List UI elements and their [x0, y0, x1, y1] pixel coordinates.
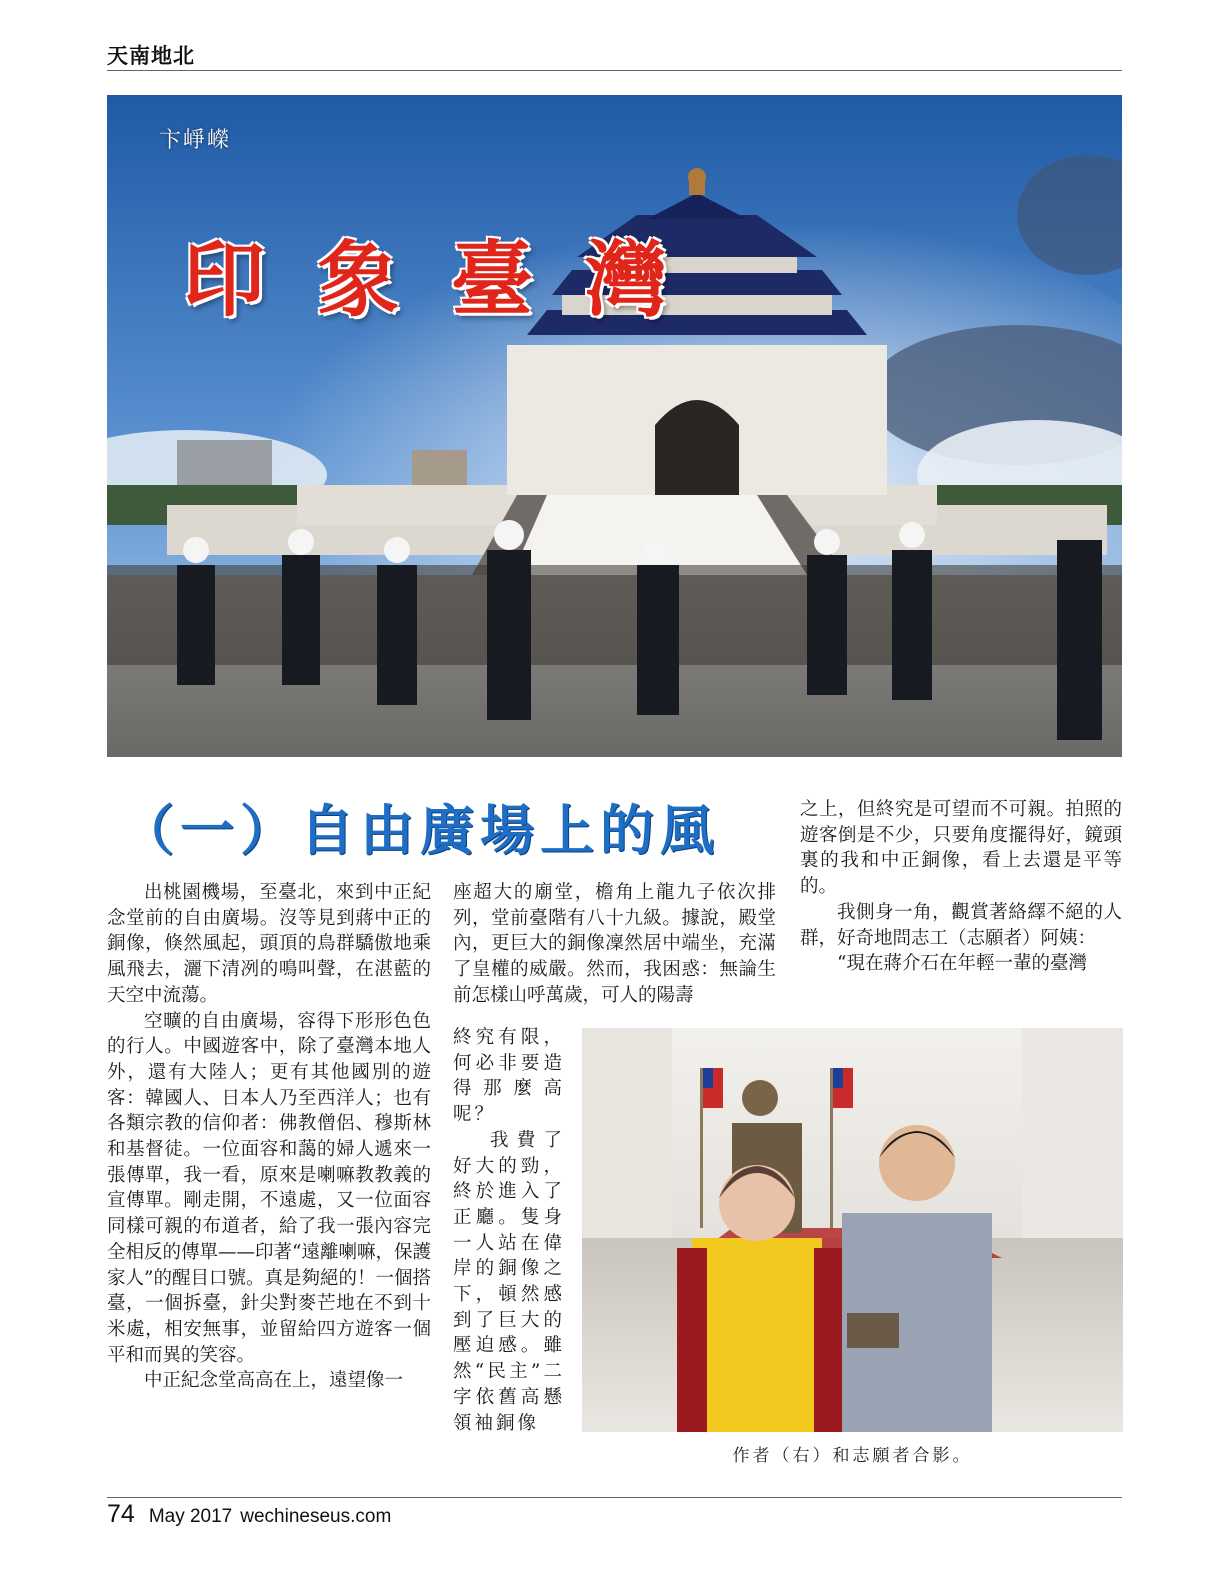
section-label: 天南地北 — [107, 44, 195, 68]
top-divider — [107, 70, 1122, 71]
hero-photo — [107, 95, 1122, 757]
paragraph: 空曠的自由廣場，容得下形形色色的行人。中國遊客中，除了臺灣本地人外，還有大陸人；更有其他國別的遊客：韓國人、日本人乃至西洋人；也有各類宗教的信仰者：佛教僧侶、穆斯林和基督徒。一位面容和藹的婦人遞來一張傳單，我一看，原來是喇嘛教教義的宣傳單。剛走開，不遠處，又一位面容同樣可親的布道者，給了我一張內容完全相反的傳單——印著“遠離喇嘛，保護家人”的醒目口號。真是夠絕的！一個搭臺，一個拆臺，針尖對麥芒地在不到十米處，相安無事，並留給四方遊客一個平和而異的笑容。 — [107, 1010, 431, 1366]
paragraph: 我費了好大的勁，終於進入了正廳。隻身一人站在偉岸的銅像之下，頓然感到了巨大的壓迫感。雖然“民主”二字依舊高懸領袖銅像 — [453, 1129, 565, 1434]
paragraph: 終究有限，何必非要造得那麼高呢？ — [453, 1027, 565, 1126]
photo-caption: 作者（右）和志願者合影。 — [732, 1446, 973, 1466]
article-column-1 — [107, 880, 431, 1394]
paragraph: 座超大的廟堂，檐角上龍九子依次排列，堂前臺階有八十九級。據說，殿堂內，更巨大的銅像凜然居中端坐，充滿了皇權的威嚴。然而，我困惑：無論生前怎樣山呼萬歲，可人的陽壽 — [453, 882, 776, 1006]
page-footer — [107, 1500, 391, 1529]
paragraph: 我側身一角，觀賞著絡繹不絕的人群，好奇地問志工（志願者）阿姨： — [800, 901, 1122, 949]
inset-photo-illustration — [582, 1028, 1123, 1432]
paragraph: 中正紀念堂高高在上，遠望像一 — [144, 1370, 404, 1392]
paragraph: 出桃園機場，至臺北，來到中正紀念堂前的自由廣場。沒等見到蔣中正的銅像，倏然風起，頭頂的鳥群驕傲地乘風飛去，灑下清冽的鳴叫聲，在湛藍的天空中流蕩。 — [107, 882, 431, 1006]
hero-title: 印象臺灣 — [183, 233, 720, 328]
author-name: 卞崢嶸 — [159, 128, 232, 153]
page-number: 74 — [107, 1500, 135, 1528]
website-link[interactable]: wechineseus.com — [240, 1506, 392, 1527]
issue-date: May 2017 — [148, 1506, 233, 1527]
bottom-divider — [107, 1497, 1122, 1498]
paragraph: 之上，但終究是可望而不可親。拍照的遊客倒是不少，只要角度擺得好，鏡頭裏的我和中正銅像，看上去還是平等的。 — [800, 799, 1122, 898]
chapter-title: （一）自由廣場上的風 — [120, 799, 720, 862]
inset-photo — [582, 1028, 1123, 1432]
hero-photo-illustration — [107, 95, 1122, 757]
article-column-2-top — [453, 880, 776, 1009]
article-column-2-narrow — [453, 1025, 565, 1436]
article-column-3 — [800, 797, 1122, 977]
paragraph: “現在蔣介石在年輕一輩的臺灣 — [837, 953, 1087, 975]
